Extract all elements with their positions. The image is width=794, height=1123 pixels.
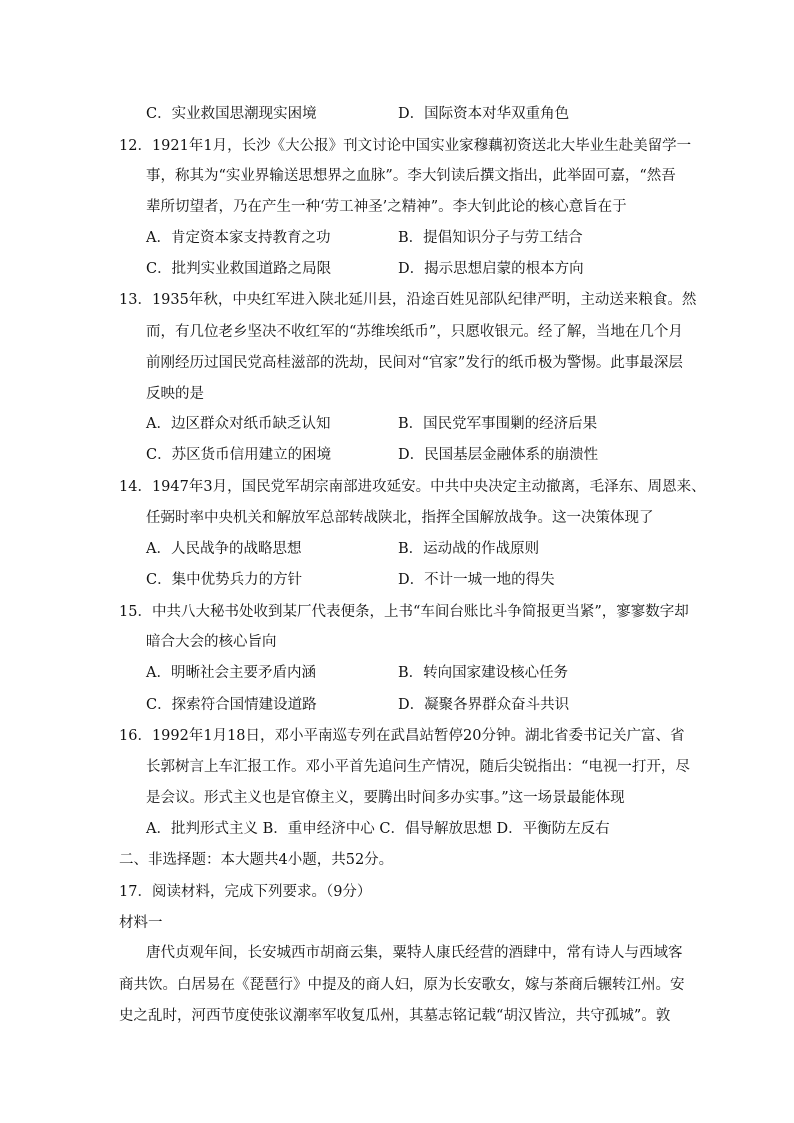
material-paragraph-line-3: 史之乱时，河西节度使张议潮率军收复瓜州，其墓志铭记载“胡汉皆泣，共守孤城”。敦 xyxy=(119,1008,671,1024)
q13-stem-line-1: 13．1935年秋，中央红军进入陕北延川县，沿途百姓见部队纪律严明，主动送来粮食。然 xyxy=(119,292,697,308)
q14-option-b: B．运动战的作战原则 xyxy=(398,541,540,557)
q15-option-d: D．凝聚各界群众奋斗共识 xyxy=(398,697,570,713)
q12-stem-line-1: 12．1921年1月，长沙《大公报》刊文讨论中国实业家穆藕初资送北大毕业生赴美留学一 xyxy=(119,138,692,154)
q16-options: A．批判形式主义 B．重申经济中心 C．倡导解放思想 D．平衡防左反右 xyxy=(146,821,610,837)
q12-option-a: A．肯定资本家支持教育之功 xyxy=(146,230,331,246)
q13-stem-line-3: 前刚经历过国民党高桂滋部的洗劫，民间对“官家”发行的纸币极为警惕。此事最深层 xyxy=(146,355,683,371)
q15-option-b: B．转向国家建设核心任务 xyxy=(398,665,569,681)
q17-stem: 17．阅读材料，完成下列要求。（9分） xyxy=(119,884,372,900)
q12-option-c: C．批判实业救国道路之局限 xyxy=(146,261,332,277)
q14-option-c: C．集中优势兵力的方针 xyxy=(146,572,303,588)
q13-stem-line-2: 而，有几位老乡坚决不收红军的“苏维埃纸币”，只愿收银元。经了解，当地在几个月 xyxy=(146,324,683,340)
q15-option-a: A．明晰社会主要矛盾内涵 xyxy=(146,665,316,681)
q13-option-d: D．民国基层金融体系的崩溃性 xyxy=(398,447,599,463)
q16-stem-line-3: 是会议。形式主义也是官僚主义，要腾出时间多办实事。”这一场景最能体现 xyxy=(146,790,625,806)
q12-stem-line-2: 事，称其为“实业界输送思想界之血脉”。李大钊读后撰文指出，此举固可嘉，“然吾 xyxy=(146,168,676,184)
q14-option-d: D．不计一城一地的得失 xyxy=(398,572,555,588)
q13-option-b: B．国民党军事围剿的经济后果 xyxy=(398,416,598,432)
q13-option-a: A．边区群众对纸币缺乏认知 xyxy=(146,416,331,432)
q15-option-c: C．探索符合国情建设道路 xyxy=(146,697,317,713)
q15-stem-line-2: 暗合大会的核心旨向 xyxy=(146,634,277,650)
q13-option-c: C．苏区货币信用建立的困境 xyxy=(146,447,332,463)
q14-option-a: A．人民战争的战略思想 xyxy=(146,541,302,557)
material-paragraph-line-1: 唐代贞观年间，长安城西市胡商云集，粟特人康氏经营的酒肆中，常有诗人与西域客 xyxy=(146,945,683,961)
q12-option-d: D．揭示思想启蒙的根本方向 xyxy=(398,261,584,277)
material-paragraph-line-2: 商共饮。白居易在《琵琶行》中提及的商人妇，原为长安歌女，嫁与茶商后辗转江州。安 xyxy=(119,977,685,993)
q12-stem-line-3: 辈所切望者，乃在产生一种‘劳工神圣’之精神”。李大钊此论的核心意旨在于 xyxy=(146,199,627,215)
q12-option-b: B．提倡知识分子与劳工结合 xyxy=(398,230,583,246)
section-heading: 二、非选择题：本大题共4小题，共52分。 xyxy=(119,852,394,868)
q11-option-c: C．实业救国思潮现实困境 xyxy=(146,106,317,122)
q13-stem-line-4: 反映的是 xyxy=(146,386,204,402)
q15-stem-line-1: 15．中共八大秘书处收到某厂代表便条，上书“车间台账比斗争简报更当紧”，寥寥数字却 xyxy=(119,604,689,620)
q11-option-d: D．国际资本对华双重角色 xyxy=(398,106,570,122)
q14-stem-line-2: 任弼时率中央机关和解放军总部转战陕北，指挥全国解放战争。这一决策体现了 xyxy=(146,510,654,526)
q16-stem-line-2: 长郭树言上车汇报工作。邓小平首先追问生产情况，随后尖锐指出：“电视一打开，尽 xyxy=(146,759,690,775)
q14-stem-line-1: 14．1947年3月，国民党军胡宗南部进攻延安。中共中央决定主动撤离，毛泽东、周恩来、 xyxy=(119,479,706,495)
material-title: 材料一 xyxy=(119,915,163,931)
q16-stem-line-1: 16．1992年1月18日，邓小平南巡专列在武昌站暂停20分钟。湖北省委书记关广富、省 xyxy=(119,728,685,744)
